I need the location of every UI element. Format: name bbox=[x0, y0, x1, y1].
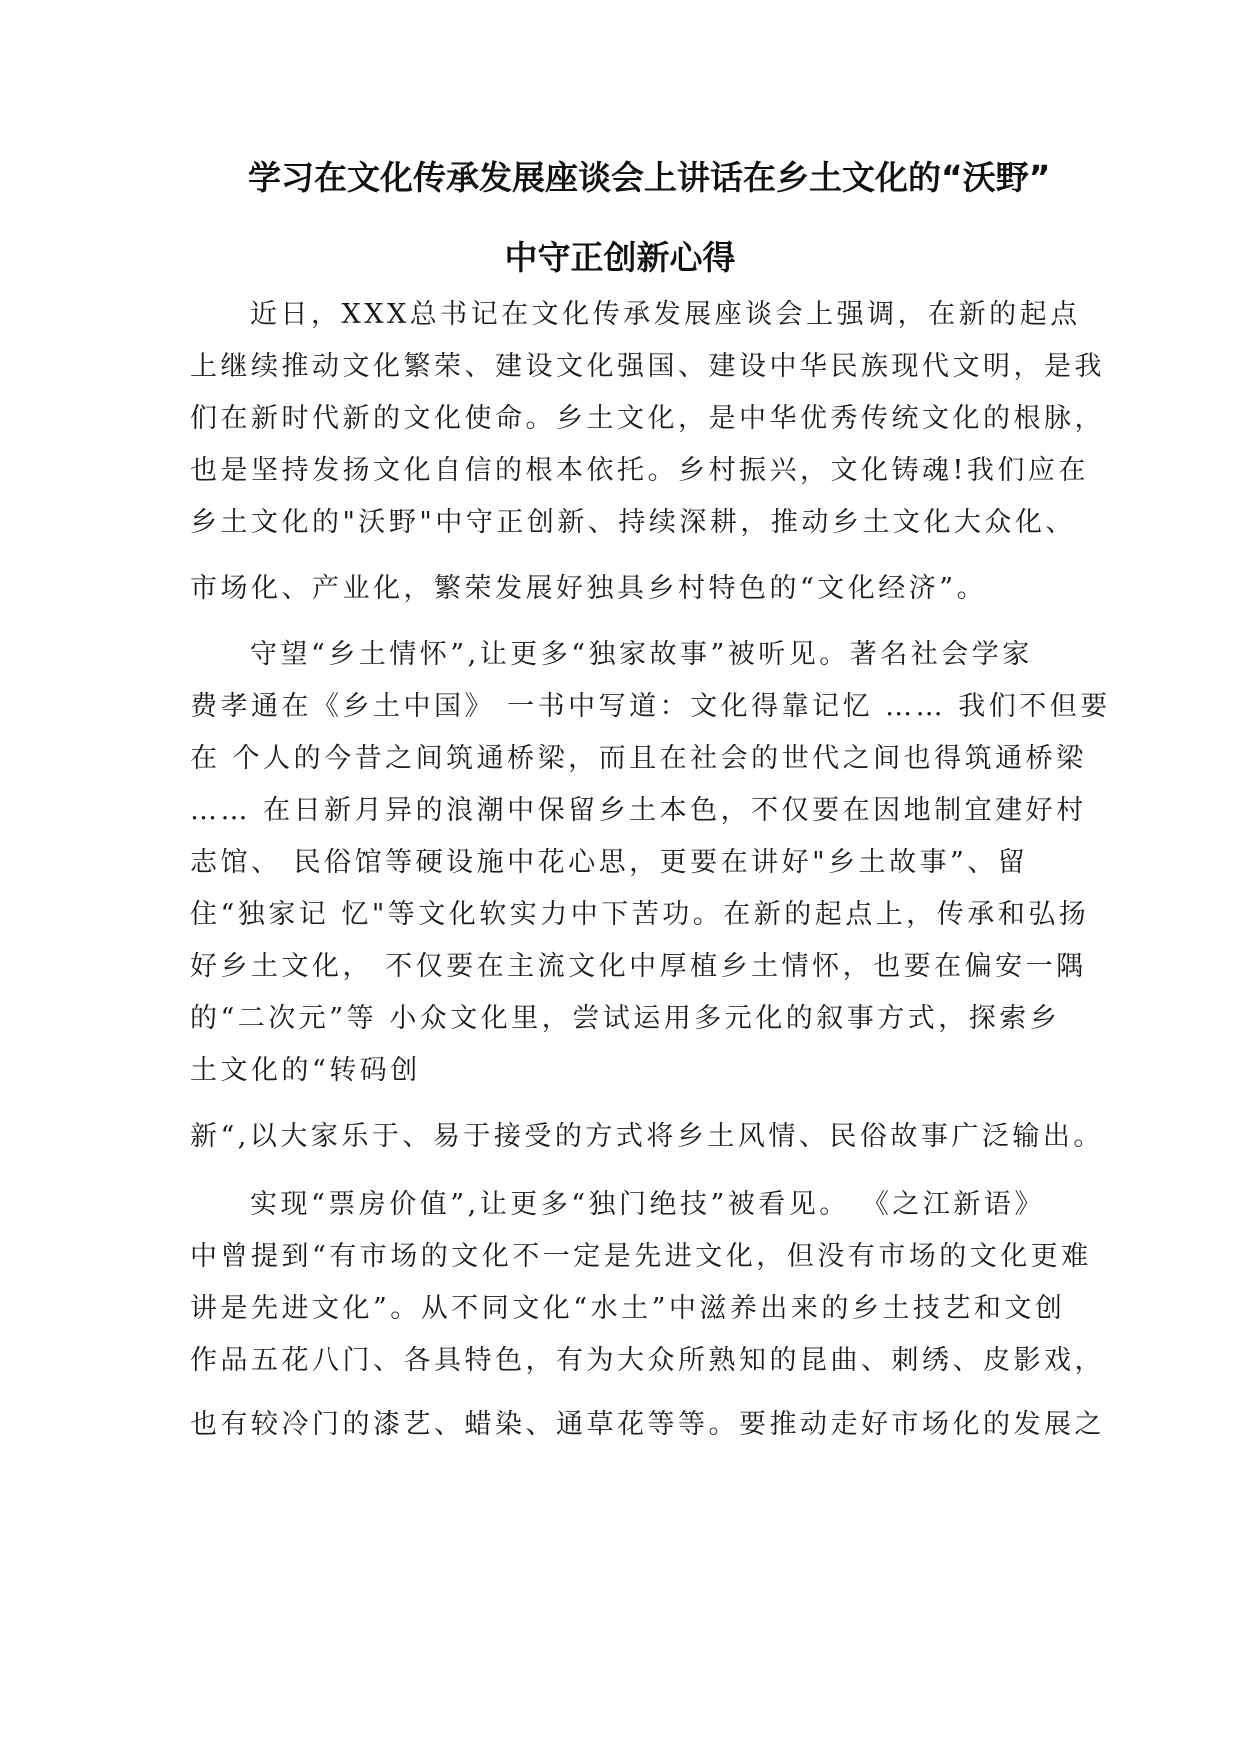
body-line: …… 在日新月异的浪潮中保留乡土本色，不仅要在因地制宜建好村 bbox=[190, 795, 1087, 826]
body-line: 实现“票房价值”,让更多“独门绝技”被看见。 《之江新语》 bbox=[250, 1189, 1045, 1220]
body-line: 费孝通在《乡土中国》 一书中写道：文化得靠记忆 …… 我们不但要 bbox=[190, 691, 1111, 722]
body-line: 在 个人的今昔之间筑通桥梁，而且在社会的世代之间也得筑通桥梁 bbox=[190, 743, 1087, 774]
body-line: 上继续推动文化繁荣、建设文化强国、建设中华民族现代文明，是我 bbox=[190, 351, 1105, 382]
body-line: 也有较冷门的漆艺、蜡染、通草花等等。要推动走好市场化的发展之 bbox=[190, 1409, 1105, 1440]
body-line: 志馆、 民俗馆等硬设施中花心思，更要在讲好"乡土故事”、留 bbox=[190, 847, 1029, 878]
document-title-line-1: 学习在文化传承发展座谈会上讲话在乡土文化的“沃野” bbox=[248, 158, 1051, 197]
body-line: 也是坚持发扬文化自信的根本依托。乡村振兴，文化铸魂!我们应在 bbox=[190, 455, 1089, 486]
body-line: 近日，XXX总书记在文化传承发展座谈会上强调，在新的起点 bbox=[250, 299, 1081, 330]
body-line: 的“二次元”等 小众文化里，尝试运用多元化的叙事方式，探索乡 bbox=[190, 1003, 1061, 1034]
body-line: 们在新时代新的文化使命。乡土文化，是中华优秀传统文化的根脉， bbox=[190, 403, 1105, 434]
body-line: 住“独家记 忆"等文化软实力中下苦功。在新的起点上，传承和弘扬 bbox=[190, 899, 1090, 930]
body-line: 讲是先进文化”。从不同文化“水土”中滋养出来的乡土技艺和文创 bbox=[190, 1293, 1066, 1324]
document-title-line-2: 中守正创新心得 bbox=[504, 238, 736, 277]
body-line: 乡土文化的"沃野"中守正创新、持续深耕，推动乡土文化大众化、 bbox=[190, 507, 1076, 538]
body-line: 中曾提到“有市场的文化不一定是先进文化，但没有市场的文化更难 bbox=[190, 1241, 1092, 1272]
body-line: 市场化、产业化，繁荣发展好独具乡村特色的“文化经济”。 bbox=[190, 573, 988, 604]
body-line: 作品五花八门、各具特色，有为大众所熟知的昆曲、刺绣、皮影戏， bbox=[190, 1345, 1105, 1376]
body-line: 守望“乡土情怀”,让更多“独家故事”被听见。著名社会学家 bbox=[250, 639, 1033, 670]
body-line: 新“,以大家乐于、易于接受的方式将乡土风情、民俗故事广泛输出。 bbox=[190, 1121, 1104, 1152]
body-line: 好乡土文化， 不仅要在主流文化中厚植乡土情怀，也要在偏安一隅 bbox=[190, 951, 1087, 982]
body-line: 土文化的“转码创 bbox=[190, 1055, 421, 1086]
